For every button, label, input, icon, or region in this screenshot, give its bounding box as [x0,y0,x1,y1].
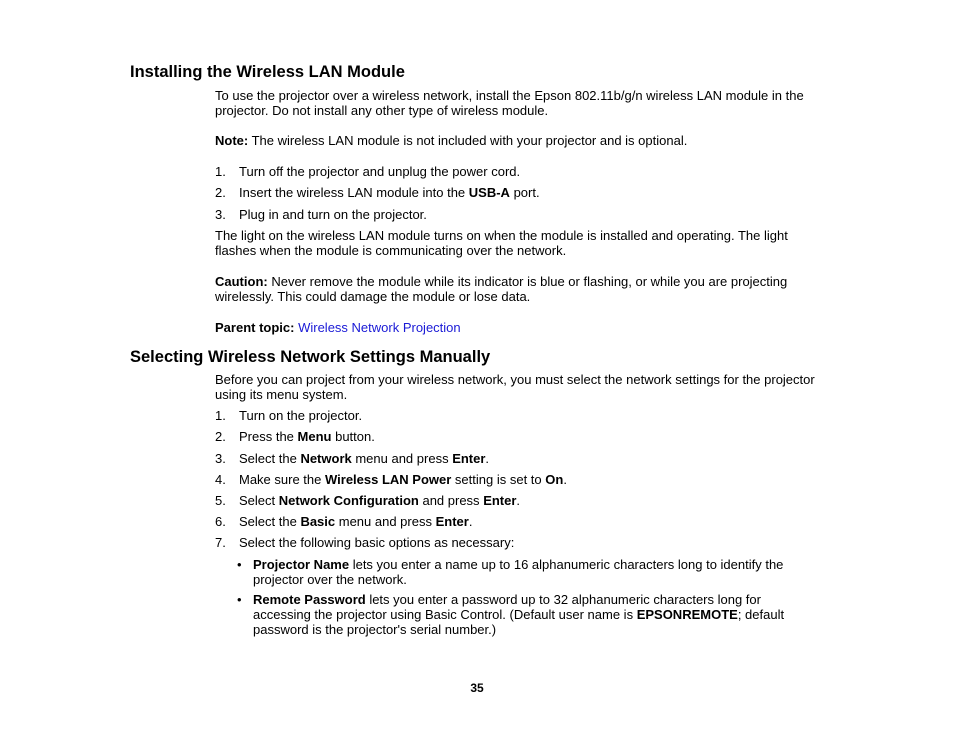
step-text: Select Network Configuration and press Enter. [239,493,521,508]
section-heading-settings: Selecting Wireless Network Settings Manually [130,348,491,366]
bullet-item-projector-name: • Projector Name lets you enter a name up to 16 alphanumeric characters long to identify the projector over the network. [237,557,784,587]
caution-label: Caution: [215,274,268,289]
step-number: 1. [215,164,226,179]
bullet-icon: • [237,557,242,572]
install-after-text: The light on the wireless LAN module turns on when the module is installed and operating. The light flashes when the module is communicating over the network. [215,228,788,258]
section-heading-install: Installing the Wireless LAN Module [130,63,405,81]
step-text: Press the Menu button. [239,429,375,444]
note-text: The wireless LAN module is not included with your projector and is optional. [248,133,688,148]
step-number: 3. [215,451,226,466]
page-number: 35 [470,681,484,695]
settings-intro: Before you can project from your wireless network, you must select the network settings for the projector using its menu system. [215,372,815,402]
install-intro: To use the projector over a wireless network, install the Epson 802.11b/g/n wireless LAN module in the projector. Do not install any other type of wireless module. [215,88,804,118]
step-number: 4. [215,472,226,487]
step-text: Select the following basic options as necessary: [239,535,515,550]
step-number: 2. [215,185,226,200]
note-label: Note: [215,133,249,148]
step-text: Select the Network menu and press Enter. [239,451,490,466]
install-note [215,133,825,148]
step-number: 5. [215,493,226,508]
step-text: Insert the wireless LAN module into the USB-A port. [239,185,540,200]
parent-topic-link[interactable]: Wireless Network Projection [298,320,461,335]
caution-text: Never remove the module while its indicator is blue or flashing, or while you are projecting wirelessly. This could damage the module or lose data. [215,274,788,304]
parent-topic-label: Parent topic: [215,320,295,335]
step-number: 1. [215,408,226,423]
step-number: 6. [215,514,226,529]
parent-topic [215,320,825,335]
step-text: Select the Basic menu and press Enter. [239,514,473,529]
bullet-icon: • [237,592,242,607]
step-number: 7. [215,535,226,550]
step-number: 2. [215,429,226,444]
step-number: 3. [215,207,226,222]
bullet-item-remote-password: • Remote Password lets you enter a password up to 32 alphanumeric characters long for accessing the projector using Basic Control. (Default user name is EPSONREMOTE; default password is the projector's serial number.) [237,592,785,637]
install-caution [215,274,825,304]
step-text: Plug in and turn on the projector. [239,207,427,222]
step-text: Make sure the Wireless LAN Power setting is set to On. [239,472,567,487]
step-text: Turn on the projector. [239,408,363,423]
step-text: Turn off the projector and unplug the power cord. [239,164,521,179]
